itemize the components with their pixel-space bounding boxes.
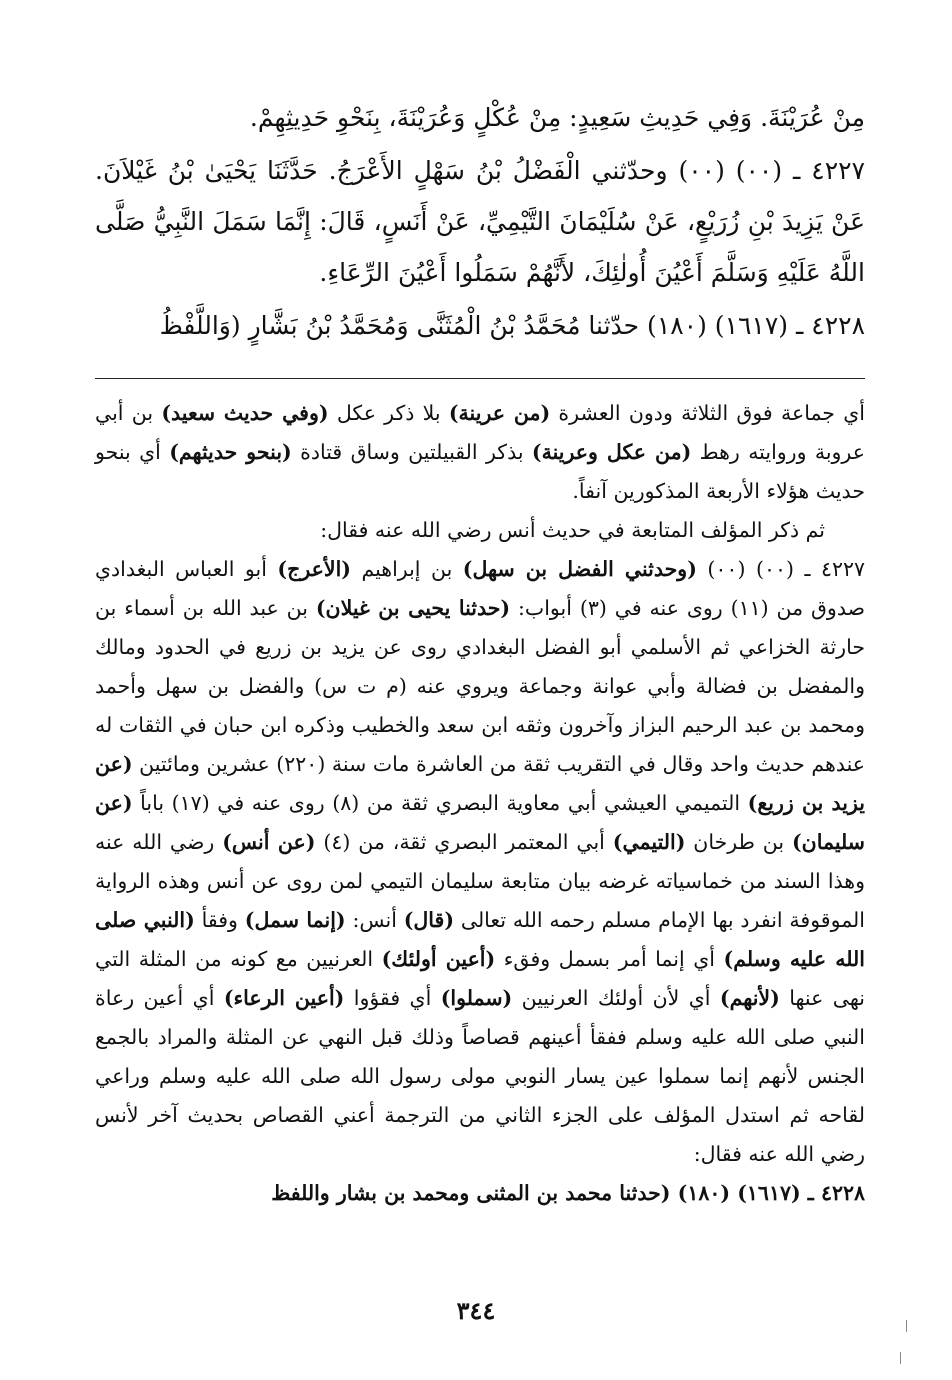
commentary-text-span: وفقأ [194,908,245,932]
quoted-phrase: (بنحو حديثهم) [169,440,292,464]
quoted-phrase: (لأنهم) [719,986,780,1010]
commentary-text-span: بن طرخان [685,830,792,854]
quoted-phrase: (وفي حديث سعيد) [161,401,329,425]
commentary-text-span: أي فقؤوا [344,986,441,1010]
commentary-text-span: بن أبي عروبة وروايته رهط [95,401,865,464]
quoted-phrase: (وحدثني الفضل بن سهل) [462,557,697,581]
quoted-phrase: (من عكل وعرينة) [531,440,692,464]
commentary-text-span: بن إبراهيم [350,557,463,581]
commentary-paragraph [95,550,865,1174]
commentary-text-span: أنس: [345,908,404,932]
quoted-phrase: (عن يزيد بن زريع) [95,752,866,815]
hadith-paragraph: ٤٢٢٧ ـ (٠٠) (٠٠) وحدّثني الْفَضْلُ بْنُ سَهْلٍ الأَعْرَجُ. حَدَّثَنَا يَحْيَىٰ بْنُ غَيْلاَنَ. عَنْ يَزِيدَ بْنِ زُرَيْعٍ، عَنْ سُلَيْمَانَ التَّيْمِيِّ، عَنْ أَنَسٍ، قَالَ: إِنَّمَا سَمَلَ النَّبِيُّ صَلَّى اللَّهُ عَلَيْهِ وَسَلَّمَ أَعْيُنَ أُولٰئِكَ، لأَنَّهُمْ سَمَلُوا أَعْيُنَ الرِّعَاءِ. [95,156,865,287]
quoted-phrase: (حدثنا يحيى بن غيلان) [315,596,511,620]
crop-mark [900,1352,901,1364]
commentary-text-span: أبي المعتمر البصري ثقة، من (٤) [315,830,613,854]
quoted-phrase: (التيمي) [612,830,686,854]
commentary-text-span: أبو العباس البغدادي صدوق من (١١) روى عنه في (٣) أبواب: [95,557,865,620]
commentary-text-span: التميمي العيشي أبي معاوية البصري ثقة من (٨) روى عنه في (١٧) باباً [132,791,748,815]
hadith-main-text [95,92,865,351]
commentary-text-span: أي جماعة فوق الثلاثة ودون العشرة [550,401,865,425]
commentary-text-span: أي بنحو حديث هؤلاء الأربعة المذكورين آنفاً. [95,440,865,503]
quoted-phrase: (إنما سمل) [244,908,346,932]
footnote-separator [95,378,865,379]
commentary-text-span: أي أعين رعاة النبي صلى الله عليه وسلم ففقأ أعينهم قصاصاً وذلك قبل النهي عن المثلة والمراد بالجمع الجنس لأنهم إنما سملوا عين يسار النوبي مولى رسول الله صلى الله عليه وسلم وراعي لقاحه ثم استدل المؤلف على الجزء الثاني من الترجمة أعني القصاص بحديث آخر لأنس رضي الله عنه فقال: [95,986,865,1166]
quoted-phrase: (عن سليمان) [95,791,865,854]
commentary-text-span: بذكر القبيلتين وساق قتادة [291,440,532,464]
commentary-paragraph-next-hadith: ٤٢٢٨ ـ (١٦١٧) (١٨٠) (حدثنا محمد بن المثنى ومحمد بن بشار واللفظ [271,1181,865,1205]
quoted-phrase: (سملوا) [440,986,513,1010]
commentary-text-span: ٤٢٢٧ ـ (٠٠) (٠٠) [696,557,865,581]
quoted-phrase: (أعين الرعاء) [223,986,345,1010]
hadith-paragraph: ٤٢٢٨ ـ (١٦١٧) (١٨٠) حدّثنا مُحَمَّدُ بْنُ الْمُثَنَّى وَمُحَمَّدُ بْنُ بَشَّارٍ (وَاللَّفْظُ [159,311,865,340]
commentary-text [95,394,865,1213]
commentary-text-span: بن عبد الله بن أسماء بن حارثة الخزاعي ثم الأسلمي أبو الفضل البغدادي روى عن يزيد بن زريع في الحدود ومالك والمفضل بن فضالة وأبي عوانة وجماعة ويروي عنه (م ت س) والفضل بن سهل وأحمد ومحمد بن عبد الرحيم البزاز وآخرون وثقه ابن سعد والخطيب وذكره ابن حبان في الثقات له عندهم حديث واحد وقال في التقريب ثقة من العاشرة مات سنة (٢٢٠) عشرين ومائتين [95,596,865,776]
commentary-paragraph: ثم ذكر المؤلف المتابعة في حديث أنس رضي الله عنه فقال: [320,518,825,542]
quoted-phrase: (الأعرج) [277,557,351,581]
quoted-phrase: (أعين أولئك) [381,947,496,971]
commentary-text-span: العرنيين مع كونه من المثلة التي نهى عنها [95,947,865,1010]
page-content [95,92,865,1213]
commentary-text-span: بلا ذكر عكل [328,401,449,425]
commentary-text-span: رضي الله عنه وهذا السند من خماسياته غرضه بيان متابعة سليمان التيمي لمن روى عن أنس وهذه الرواية الموقوفة انفرد بها الإمام مسلم رحمه الله تعالى [95,830,865,932]
commentary-text-span: أي إنما أمر بسمل وفقء [495,947,724,971]
commentary-paragraph [95,394,865,511]
quoted-phrase: (النبي صلى الله عليه وسلم) [95,908,865,971]
quoted-phrase: (من عرينة) [448,401,551,425]
crop-mark [906,1320,907,1332]
quoted-phrase: (قال) [403,908,455,932]
quoted-phrase: (عن أنس) [222,830,316,854]
hadith-paragraph: مِنْ عُرَيْنَةَ. وَفِي حَدِيثِ سَعِيدٍ: مِنْ عُكْلٍ وَعُرَيْنَةَ، بِنَحْوِ حَدِيثِهِمْ. [249,103,865,132]
commentary-text-span: أي لأن أولئك العرنيين [512,986,720,1010]
page-number: ٣٤٤ [456,1296,496,1325]
